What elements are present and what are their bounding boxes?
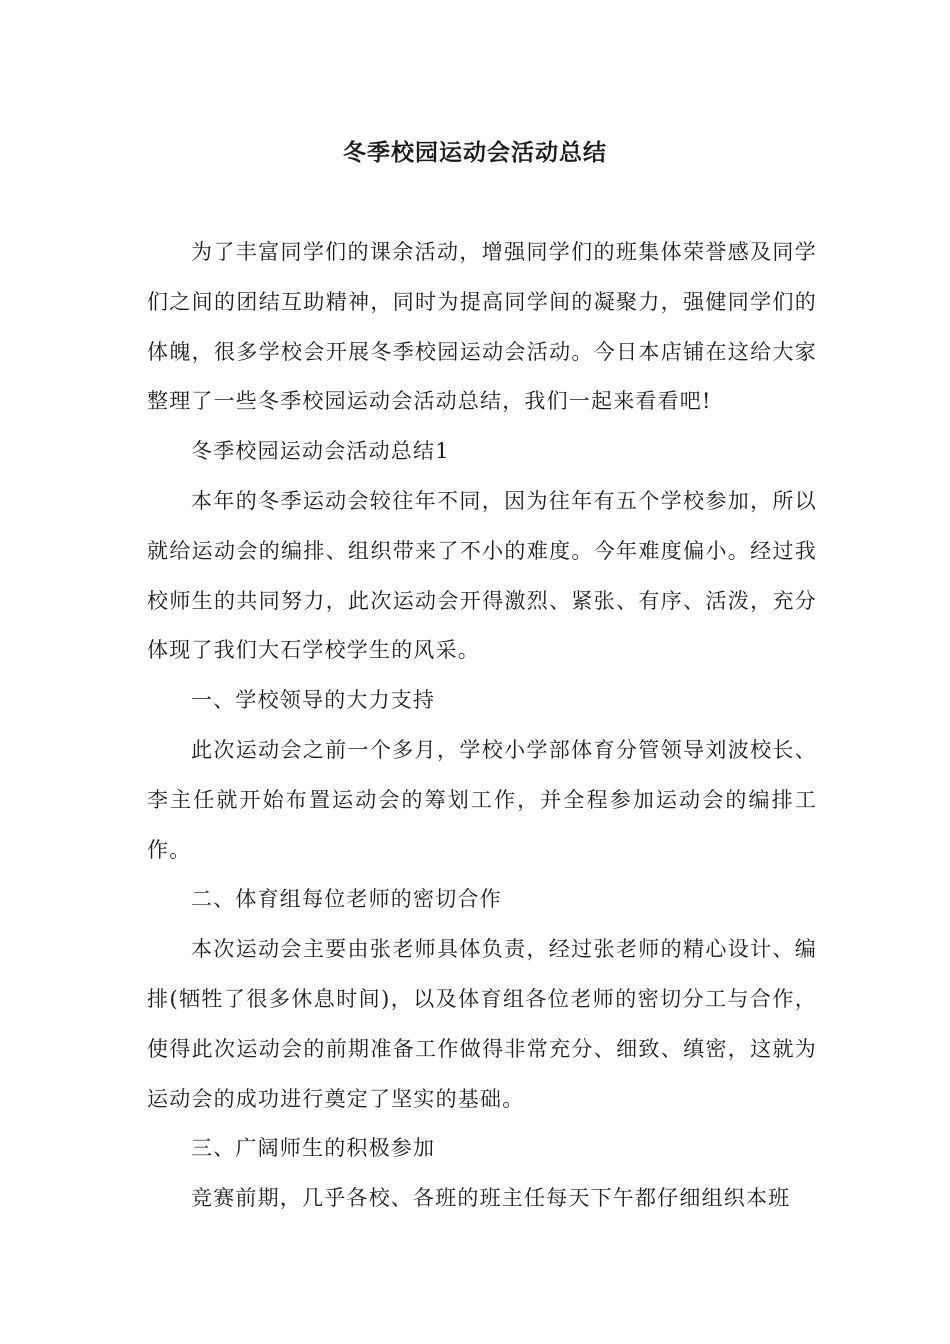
pe-teachers-paragraph: 本次运动会主要由张老师具体负责，经过张老师的精心设计、编排(牺牲了很多休息时间)，以及体育组各位老师的密切分工与合作，使得此次运动会的前期准备工作做得非常充分、细致、缜密，这就为运动会的成功进行奠定了坚实的基础。 [147, 937, 817, 1111]
document-body [147, 228, 817, 1224]
participation-paragraph: 竞赛前期，几乎各校、各班的班主任每天下午都仔细组织本班 [191, 1186, 791, 1211]
leadership-support-paragraph: 此次运动会之前一个多月，学校小学部体育分管领导刘波校长、李主任就开始布置运动会的筹划工作，并全程参加运动会的编排工作。 [147, 737, 817, 862]
section-heading-participation: 三、广阔师生的积极参加 [191, 1136, 436, 1161]
intro-paragraph: 为了丰富同学们的课余活动，增强同学们的班集体荣誉感及同学们之间的团结互助精神，同时为提高同学间的凝聚力，强健同学们的体魄，很多学校会开展冬季校园运动会活动。今日本店铺在这给大家整理了一些冬季校园运动会活动总结，我们一起来看看吧! [147, 240, 817, 414]
section-heading-leadership-support: 一、学校领导的大力支持 [191, 688, 436, 713]
section-heading-pe-teachers: 二、体育组每位老师的密切合作 [191, 887, 502, 912]
section-heading-summary-1: 冬季校园运动会活动总结1 [191, 439, 450, 464]
document-title: 冬季校园运动会活动总结 [343, 139, 607, 166]
summary-1-paragraph: 本年的冬季运动会较往年不同，因为往年有五个学校参加，所以就给运动会的编排、组织带来了不小的难度。今年难度偏小。经过我校师生的共同努力，此次运动会开得激烈、紧张、有序、活泼，充分体现了我们大石学校学生的风采。 [147, 488, 817, 663]
